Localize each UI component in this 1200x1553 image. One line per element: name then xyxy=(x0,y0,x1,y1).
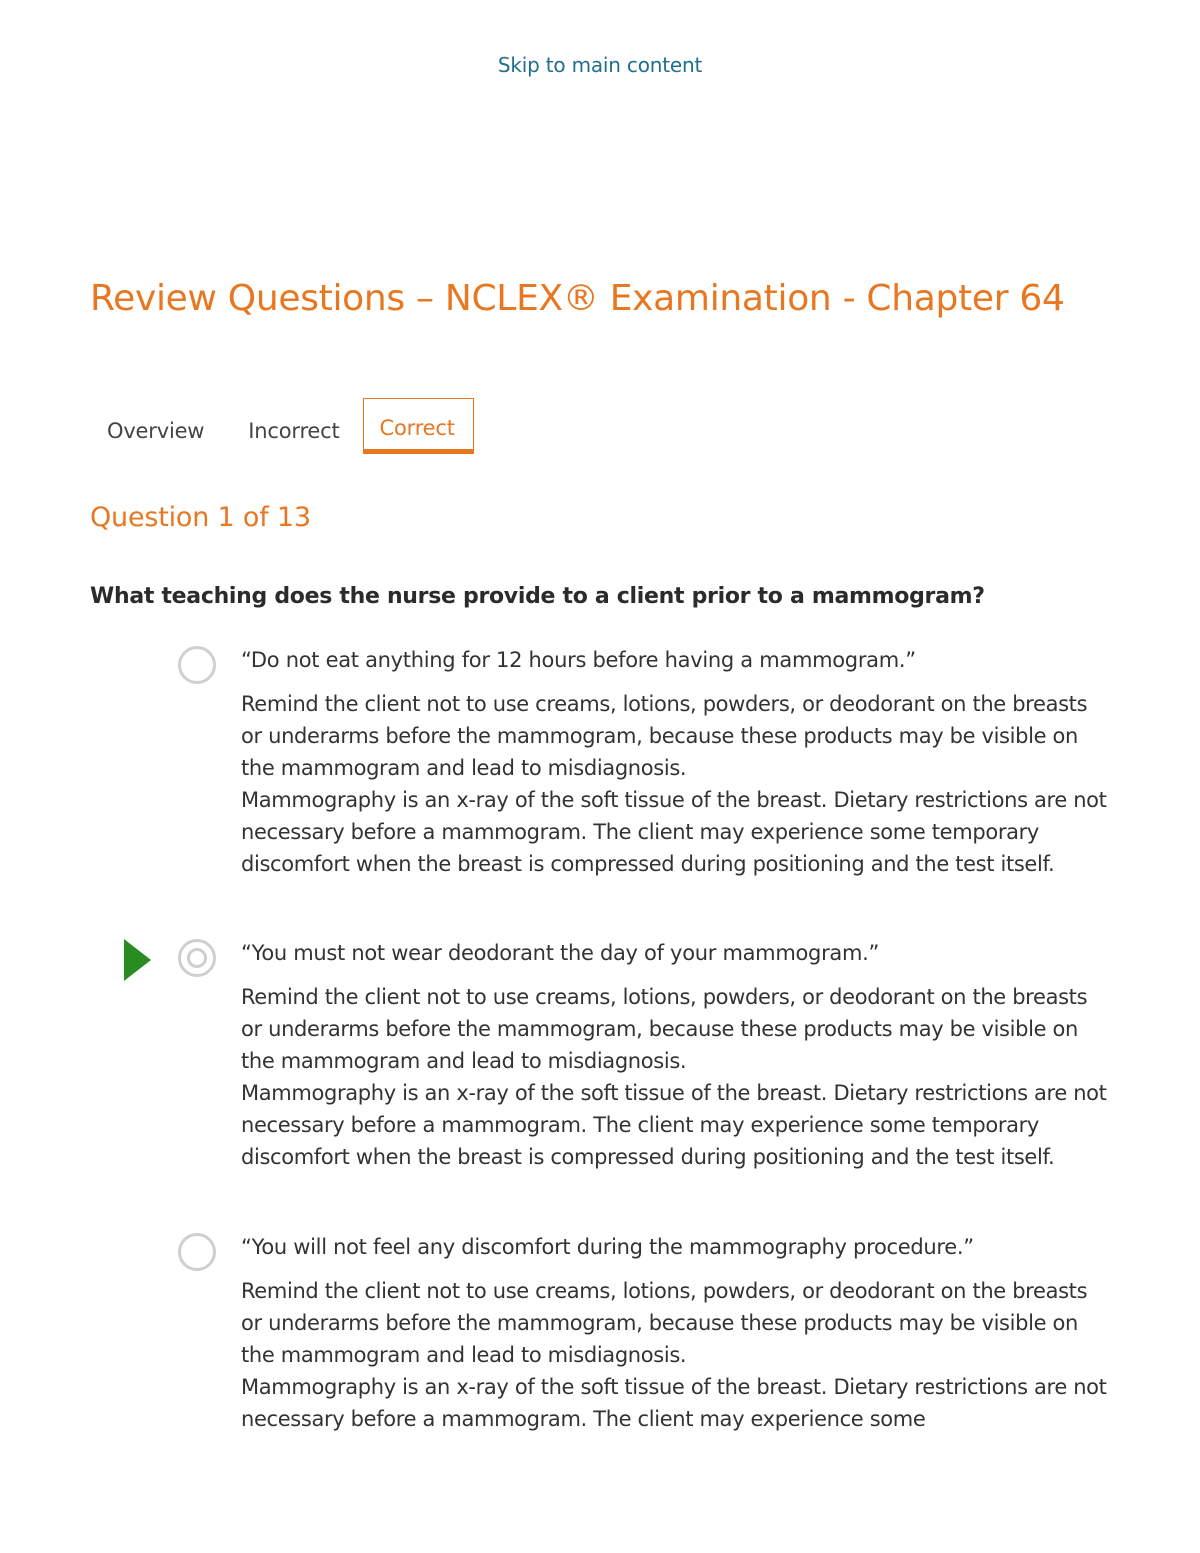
answer-rationale xyxy=(241,688,1111,880)
correct-answer-arrow-icon xyxy=(124,939,151,981)
rationale-paragraph: Mammography is an x-ray of the soft tissue of the breast. Dietary restrictions are not necessary before a mammogram. The client may experience some temporary discomfort when the breast is compressed during positioning and the test itself. xyxy=(241,788,1107,876)
skip-to-main-content-link[interactable]: Skip to main content xyxy=(497,53,703,77)
rationale-paragraph: Remind the client not to use creams, lotions, powders, or deodorant on the breasts or underarms before the mammogram, because these products may be visible on the mammogram and lead to misdiagnosis. xyxy=(241,985,1088,1073)
answer-option-text: “You must not wear deodorant the day of your mammogram.” xyxy=(241,941,880,965)
radio-button-icon[interactable] xyxy=(178,646,216,684)
tab-overview[interactable]: Overview xyxy=(107,419,205,443)
question-counter: Question 1 of 13 xyxy=(90,502,311,533)
answer-option-text: “You will not feel any discomfort during the mammography procedure.” xyxy=(241,1235,974,1259)
page-title: Review Questions – NCLEX® Examination - Chapter 64 xyxy=(90,278,1065,319)
radio-button-icon[interactable] xyxy=(178,1233,216,1271)
rationale-paragraph: Remind the client not to use creams, lotions, powders, or deodorant on the breasts or underarms before the mammogram, because these products may be visible on the mammogram and lead to misdiagnosis. xyxy=(241,692,1088,780)
answer-rationale xyxy=(241,981,1111,1173)
rationale-paragraph: Mammography is an x-ray of the soft tissue of the breast. Dietary restrictions are not necessary before a mammogram. The client may experience some temporary discomfort when the breast is compressed during positioning and the test itself. xyxy=(241,1081,1107,1169)
answer-option-text: “Do not eat anything for 12 hours before having a mammogram.” xyxy=(241,648,916,672)
radio-button-selected-icon[interactable] xyxy=(178,939,216,977)
review-tabs xyxy=(90,396,474,454)
tab-incorrect[interactable]: Incorrect xyxy=(248,419,340,443)
tab-correct[interactable]: Correct xyxy=(363,398,474,454)
question-stem: What teaching does the nurse provide to a client prior to a mammogram? xyxy=(90,584,985,609)
rationale-paragraph: Remind the client not to use creams, lotions, powders, or deodorant on the breasts or underarms before the mammogram, because these products may be visible on the mammogram and lead to misdiagnosis. xyxy=(241,1279,1088,1367)
rationale-paragraph: Mammography is an x-ray of the soft tissue of the breast. Dietary restrictions are not necessary before a mammogram. The client may experience some xyxy=(241,1375,1107,1431)
answer-rationale xyxy=(241,1275,1111,1435)
